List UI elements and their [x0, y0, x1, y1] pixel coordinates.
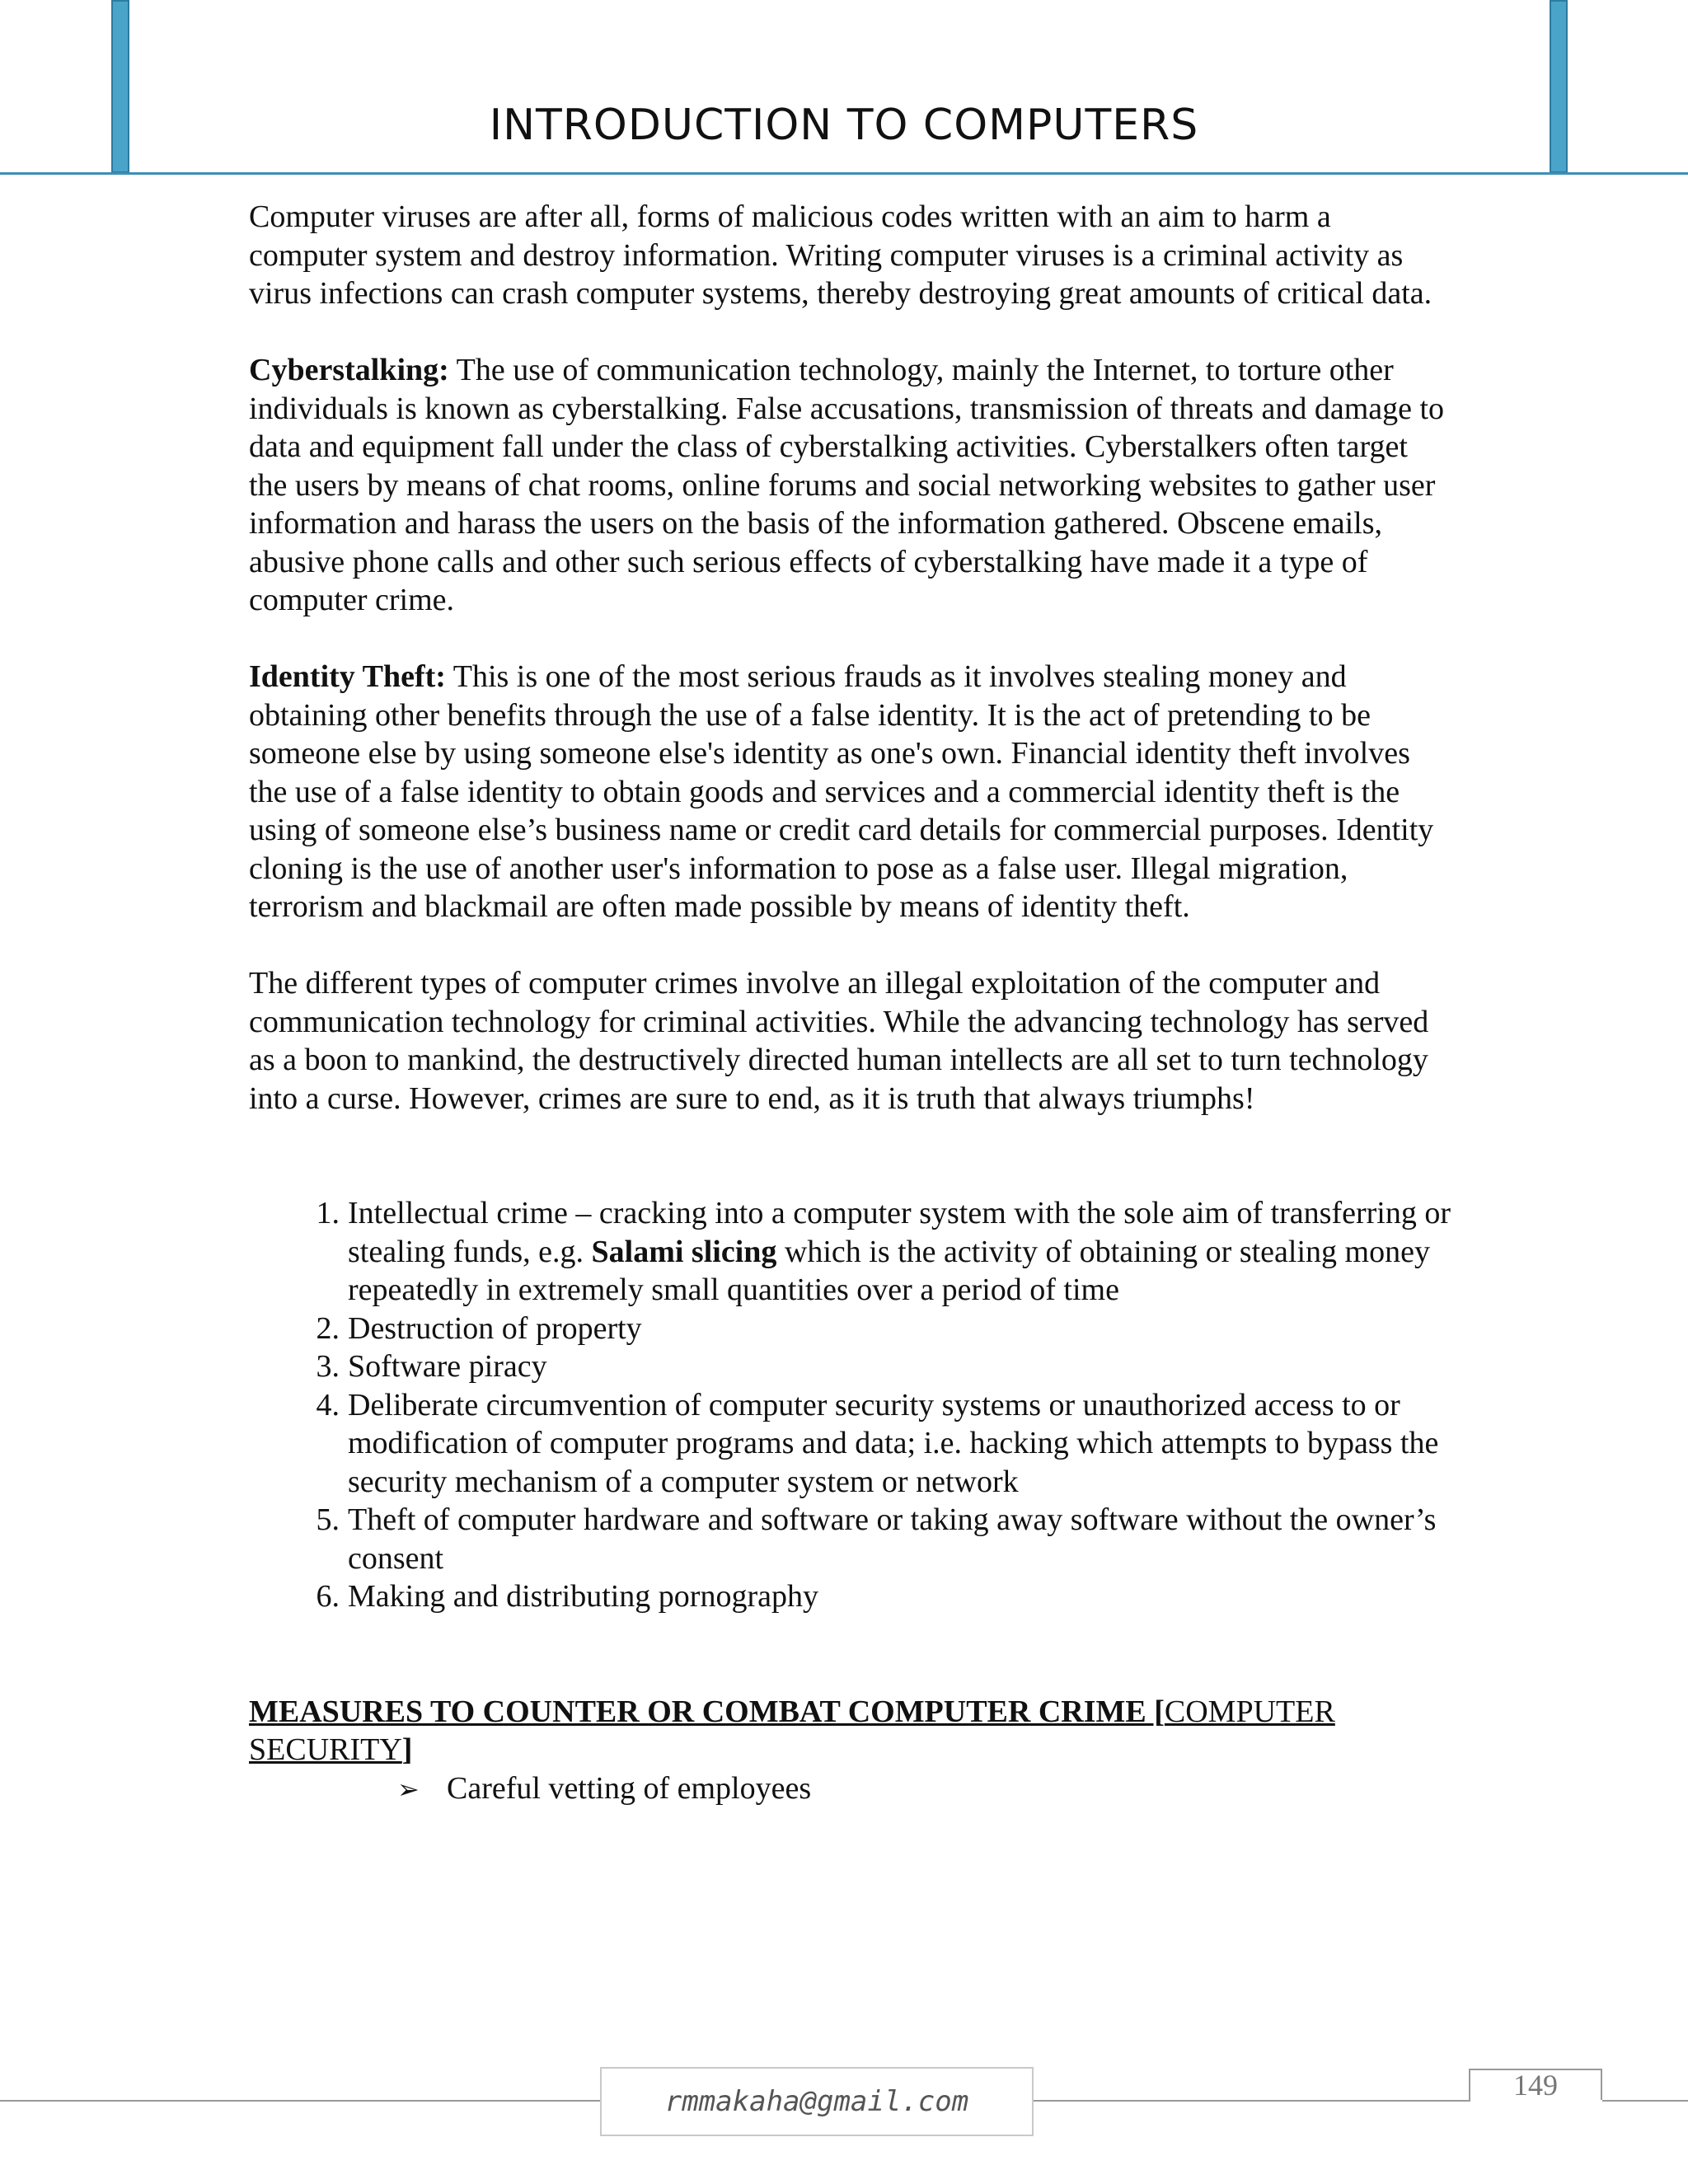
page-header-title: INTRODUCTION TO COMPUTERS [489, 101, 1199, 150]
list-number: 4. [316, 1387, 340, 1422]
measure-bullet-item [249, 1769, 1452, 1809]
paragraph-viruses: Computer viruses are after all, forms of malicious codes written with an aim to harm a computer system and destroy information. Writing computer viruses is a criminal activity as virus infections can crash computer systems, thereby destroying great amounts of critical data. [249, 199, 1432, 311]
spacer [249, 1156, 1452, 1195]
paragraph-cyberstalking [249, 351, 1452, 620]
list-number: 6. [316, 1579, 340, 1614]
measures-heading-close: ] [401, 1732, 413, 1767]
list-item [316, 1347, 1452, 1386]
list-item-text: Deliberate circumvention of computer security systems or unauthorized access to or modification of computer programs and data; i.e. hacking which attempts to bypass the security mechanism of a computer system or network [348, 1387, 1439, 1499]
identity-theft-label: Identity Theft: [249, 659, 446, 694]
crimes-list [249, 1194, 1452, 1616]
measures-heading-bold: MEASURES TO COUNTER OR COMBAT COMPUTER CRIME [ [249, 1694, 1165, 1729]
salami-slicing-term: Salami slicing [591, 1234, 777, 1269]
measures-section [249, 1693, 1452, 1809]
list-item-text: Theft of computer hardware and software or taking away software without the owner’s consent [348, 1502, 1437, 1576]
list-item [316, 1194, 1452, 1310]
footer-email: rmmakaha@gmail.com [600, 2067, 1034, 2136]
measures-heading-rest: COMPUTER SECURITY [249, 1694, 1335, 1767]
cyberstalking-label: Cyberstalking: [249, 353, 449, 387]
measures-heading [249, 1693, 1452, 1769]
list-item-text: Intellectual crime – cracking into a computer system with the sole aim of transferring or stealing funds, e.g. [348, 1196, 1451, 1269]
list-item [316, 1501, 1452, 1577]
page-content [249, 198, 1452, 1808]
footer-rule-far-right [1602, 2100, 1688, 2102]
footer-rule-right [1034, 2100, 1470, 2102]
paragraph-identity-theft [249, 658, 1452, 926]
cyberstalking-text: The use of communication technology, mainly the Internet, to torture other individuals is known as cyberstalking. False accusations, transmission of threats and damage to data and equipment fall under the class of cyberstalking activities. Cyberstalkers often target the users by means of chat rooms, online forums and social networking websites to gather user information and harass the users on the basis of the information gathered. Obscene emails, abusive phone calls and other such serious effects of cyberstalking have made it a type of computer crime. [249, 353, 1445, 617]
arrow-bullet-icon: ➢ [397, 1773, 420, 1805]
list-item-text: Software piracy [348, 1349, 547, 1384]
list-number: 3. [316, 1349, 340, 1384]
list-item [316, 1577, 1452, 1616]
list-item [316, 1310, 1452, 1348]
list-item [316, 1386, 1452, 1502]
footer-rule-left [0, 2100, 600, 2102]
list-item-text: Destruction of property [348, 1310, 642, 1346]
header-divider [0, 172, 1688, 175]
paragraph-crime-summary: The different types of computer crimes involve an illegal exploitation of the computer and communication technology for criminal activities. While the advancing technology has served as a boon to mankind, the destructively directed human intellects are all set to turn technology into a curse. However, crimes are sure to end, as it is truth that always triumphs! [249, 966, 1429, 1116]
list-number: 5. [316, 1502, 340, 1537]
page-number: 149 [1469, 2069, 1602, 2100]
identity-theft-text: This is one of the most serious frauds as it involves stealing money and obtaining other benefits through the use of a false identity. It is the act of pretending to be someone else by using someone else's identity as one's own. Financial identity theft involves the use of a false identity to obtain goods and services and a commercial identity theft is the using of someone else’s business name or credit card details for commercial purposes. Identity cloning is the use of another user's information to pose as a false user. Illegal migration, terrorism and blackmail are often made possible by means of identity theft. [249, 659, 1434, 924]
list-item-text: which is the activity of obtaining or stealing money repeatedly in extremely small quantities over a period of time [348, 1234, 1430, 1307]
list-number: 2. [316, 1310, 340, 1346]
measure-bullet-text: Careful vetting of employees [447, 1770, 812, 1806]
list-item-text: Making and distributing pornography [348, 1579, 818, 1614]
list-number: 1. [316, 1196, 340, 1230]
